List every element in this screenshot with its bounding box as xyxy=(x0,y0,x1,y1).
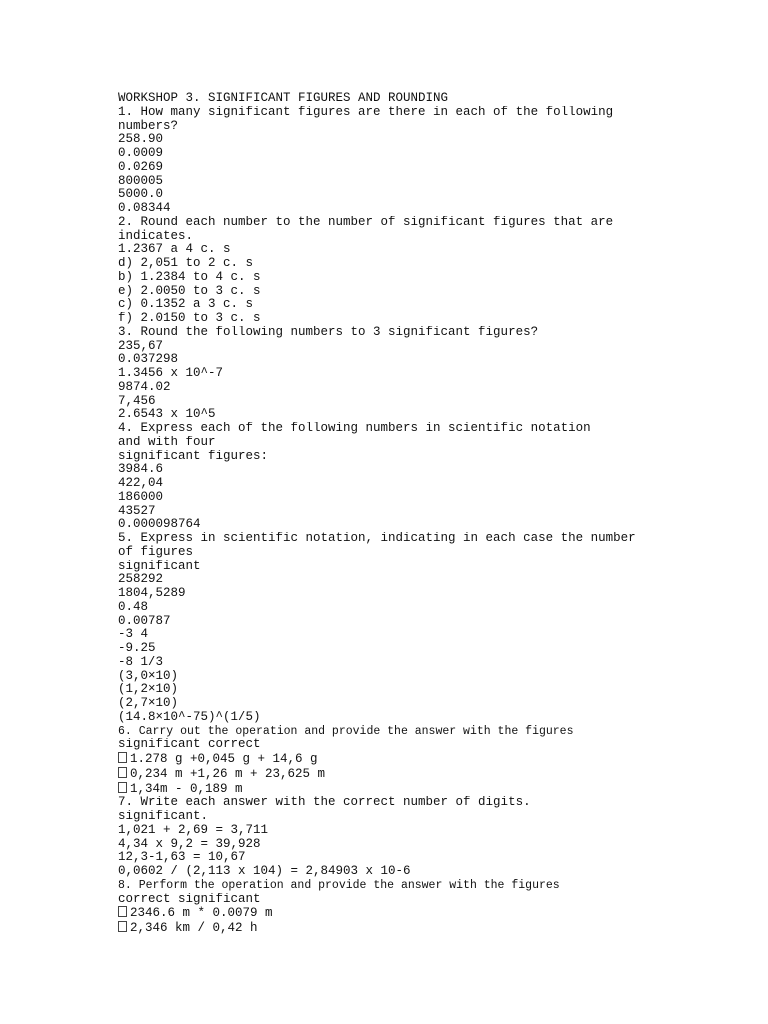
text-line xyxy=(118,257,658,271)
line-text: -9.25 xyxy=(118,642,156,655)
text-line xyxy=(118,697,658,711)
text-line xyxy=(118,463,658,477)
line-text: (3,0×10) xyxy=(118,669,179,683)
text-line xyxy=(118,865,658,879)
text-line xyxy=(118,532,658,560)
line-text: 0.0009 xyxy=(118,147,164,160)
line-text: (2,7×10) xyxy=(118,697,179,710)
line-text: 2. Round each number to the number of significant figures that are indicates. xyxy=(118,215,621,243)
line-text: 2.6543 x 10^5 xyxy=(118,408,216,422)
text-line xyxy=(118,422,658,436)
line-text: 1,021 + 2,69 = 3,711 xyxy=(118,823,269,837)
text-line xyxy=(118,353,658,367)
text-line xyxy=(118,216,658,244)
line-text: 1804,5289 xyxy=(118,587,186,600)
text-line xyxy=(118,587,658,601)
line-text: b) 1.2384 to 4 c. s xyxy=(118,270,261,284)
text-line xyxy=(118,656,658,670)
text-line xyxy=(118,725,658,739)
text-line xyxy=(118,312,658,326)
line-text: e) 2.0050 to 3 c. s xyxy=(118,284,261,298)
checkbox-glyph-icon xyxy=(118,767,127,778)
line-text: 5000.0 xyxy=(118,188,164,202)
text-line xyxy=(118,188,658,202)
line-text: c) 0.1352 a 3 c. s xyxy=(118,298,254,312)
line-text: significant figures: xyxy=(118,449,269,463)
line-text: 0.00787 xyxy=(118,614,171,628)
text-line xyxy=(118,450,658,464)
text-line xyxy=(118,518,658,532)
line-text: 1,34m - 0,189 m xyxy=(130,781,243,796)
text-line xyxy=(118,670,658,684)
line-text: -3 4 xyxy=(118,628,149,642)
line-text: 1.278 g +0,045 g + 14,6 g xyxy=(130,752,318,766)
text-line xyxy=(118,395,658,409)
line-text: (14.8×10^-75)^(1/5) xyxy=(118,710,261,724)
text-line xyxy=(118,893,658,907)
line-text: 9874.02 xyxy=(118,380,171,394)
line-text: 235,67 xyxy=(118,339,164,353)
line-text: 4. Express each of the following numbers in scientific notation xyxy=(118,422,591,435)
line-text: and with four xyxy=(118,435,216,449)
text-line xyxy=(118,921,658,936)
line-text: 43527 xyxy=(118,504,156,518)
line-text: 8. Perform the operation and provide the answer with the figures xyxy=(118,878,560,892)
text-line xyxy=(118,298,658,312)
text-line xyxy=(118,615,658,629)
line-text: 5. Express in scientific notation, indicating in each case the number of figures xyxy=(118,532,644,559)
line-text: 0,0602 / (2,113 x 104) = 2,84903 x 10-6 xyxy=(118,865,411,878)
text-line xyxy=(118,601,658,615)
line-text: 258.90 xyxy=(118,133,164,147)
line-text: 422,04 xyxy=(118,477,164,490)
line-text: 2,346 km / 0,42 h xyxy=(130,921,258,935)
text-line xyxy=(118,711,658,725)
line-text: significant xyxy=(118,559,201,573)
line-text: 1. How many significant figures are there in each of the following numbers? xyxy=(118,105,621,133)
line-text: 3. Round the following numbers to 3 significant figures? xyxy=(118,325,539,339)
line-text: 12,3-1,63 = 10,67 xyxy=(118,851,246,865)
line-text: -8 1/3 xyxy=(118,655,164,669)
checkbox-glyph-icon xyxy=(118,906,127,917)
text-line xyxy=(118,326,658,340)
text-line xyxy=(118,683,658,697)
line-text: 0.48 xyxy=(118,600,149,614)
text-line xyxy=(118,340,658,354)
text-line xyxy=(118,767,658,782)
line-text: 3984.6 xyxy=(118,463,164,477)
line-text: 258292 xyxy=(118,573,164,587)
text-line xyxy=(118,782,658,797)
line-text: 0.037298 xyxy=(118,353,179,367)
line-text: significant correct xyxy=(118,738,261,752)
line-text: 7,456 xyxy=(118,394,156,408)
line-text: 800005 xyxy=(118,174,164,188)
line-text: d) 2,051 to 2 c. s xyxy=(118,257,254,270)
line-text: 7. Write each answer with the correct number of digits. xyxy=(118,796,531,810)
text-line xyxy=(118,906,658,921)
text-line xyxy=(118,642,658,656)
checkbox-glyph-icon xyxy=(118,921,127,932)
text-line xyxy=(118,92,658,106)
text-line xyxy=(118,505,658,519)
line-text: 1.3456 x 10^-7 xyxy=(118,367,224,380)
text-line xyxy=(118,491,658,505)
text-line xyxy=(118,879,658,893)
text-line xyxy=(118,796,658,810)
text-line xyxy=(118,367,658,381)
text-line xyxy=(118,824,658,838)
text-line xyxy=(118,436,658,450)
line-text: f) 2.0150 to 3 c. s xyxy=(118,312,261,325)
text-line xyxy=(118,161,658,175)
text-line xyxy=(118,752,658,767)
text-line xyxy=(118,271,658,285)
text-line xyxy=(118,147,658,161)
line-text: WORKSHOP 3. SIGNIFICANT FIGURES AND ROUNDING xyxy=(118,92,449,105)
line-text: 2346.6 m * 0.0079 m xyxy=(130,906,273,921)
text-line xyxy=(118,628,658,642)
line-text: 6. Carry out the operation and provide the answer with the figures xyxy=(118,724,574,738)
text-line xyxy=(118,243,658,257)
text-line xyxy=(118,573,658,587)
text-line xyxy=(118,106,658,134)
text-line xyxy=(118,477,658,491)
line-text: 186000 xyxy=(118,490,164,504)
line-text: 0.000098764 xyxy=(118,518,201,532)
checkbox-glyph-icon xyxy=(118,782,127,793)
checkbox-glyph-icon xyxy=(118,752,127,763)
text-line xyxy=(118,838,658,852)
text-line xyxy=(118,381,658,395)
text-line xyxy=(118,851,658,865)
text-line xyxy=(118,133,658,147)
text-line xyxy=(118,202,658,216)
line-text: (1,2×10) xyxy=(118,683,179,697)
text-line xyxy=(118,285,658,299)
text-line xyxy=(118,175,658,189)
text-line xyxy=(118,738,658,752)
line-text: 0.0269 xyxy=(118,160,164,174)
text-line xyxy=(118,810,658,824)
line-text: 1.2367 a 4 c. s xyxy=(118,243,231,257)
line-text: 0,234 m +1,26 m + 23,625 m xyxy=(130,766,326,781)
line-text: significant. xyxy=(118,810,209,823)
line-text: correct significant xyxy=(118,892,261,906)
text-line xyxy=(118,408,658,422)
worksheet-text xyxy=(118,92,658,936)
line-text: 0.08344 xyxy=(118,202,171,215)
text-line xyxy=(118,560,658,574)
line-text: 4,34 x 9,2 = 39,928 xyxy=(118,837,261,851)
